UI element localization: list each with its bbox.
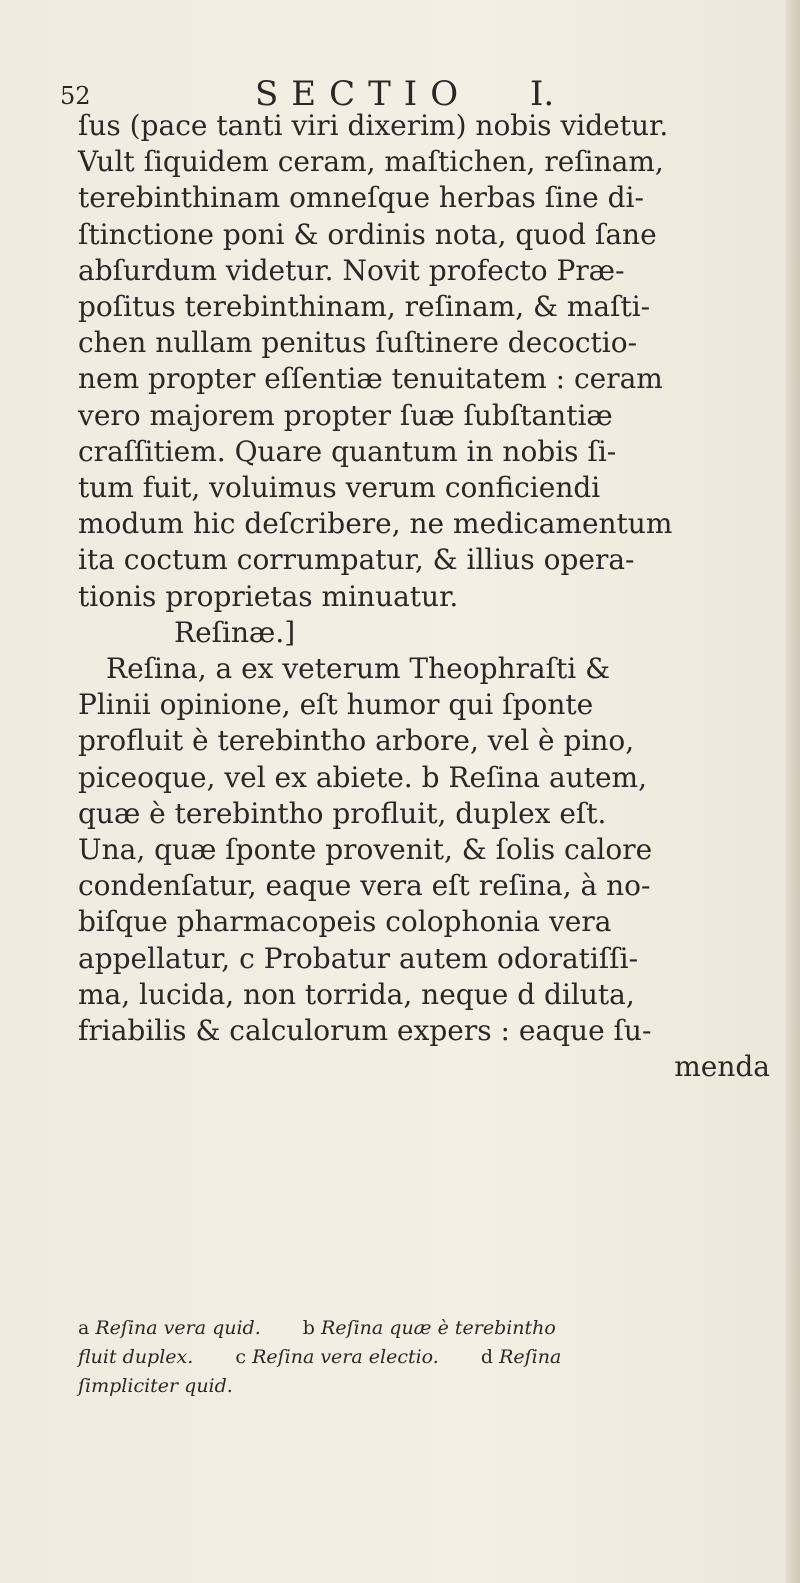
footnote-marker: b — [302, 1317, 315, 1339]
text-line: vero majorem propter ſuæ ſubſtantiæ — [78, 398, 613, 432]
text-line: ſus (pace tanti viri dixerim) nobis videtur. — [78, 109, 669, 142]
section-title: SECTIO — [255, 74, 472, 114]
text-line: Vult ſiquidem ceram, maſtichen, reſinam, — [78, 145, 664, 179]
text-line: craſſitiem. Quare quantum in nobis ſi- — [78, 434, 617, 468]
footnote-marker: d — [480, 1346, 494, 1368]
text-line: poſitus terebinthinam, reſinam, & maſti- — [78, 290, 651, 324]
text-line: condenſatur, eaque vera eſt reſina, à no- — [78, 869, 651, 903]
page-number: 52 — [60, 82, 91, 110]
text-line: Una, quæ ſponte provenit, & ſolis calore — [78, 833, 653, 867]
footnote-line — [78, 1314, 768, 1343]
footnote-text: Reſina quæ è terebintho — [321, 1317, 556, 1339]
marginal-notes — [78, 1314, 768, 1401]
text-line: appellatur, c Probatur autem odoratiſſi- — [78, 941, 639, 975]
text-line: Reſina, a ex veterum Theophraſti & — [106, 652, 610, 686]
text-line: tionis proprietas minuatur. — [78, 579, 459, 613]
text-line: piceoque, vel ex abiete. b Reſina autem, — [78, 760, 648, 794]
catchword: menda — [674, 1050, 770, 1084]
page-edge — [786, 0, 800, 1583]
text-line: modum hic deſcribere, ne medicamentum — [78, 507, 673, 541]
text-line: nem propter eſſentiæ tenuitatem : ceram — [78, 362, 663, 396]
footnote-text: Reſina — [499, 1346, 562, 1368]
footnote-marker: a — [78, 1317, 90, 1339]
text-line: quæ è terebintho profluit, duplex eſt. — [78, 796, 607, 830]
text-line: profluit è terebintho arbore, vel è pino, — [78, 724, 635, 758]
text-line: abſurdum videtur. Novit profecto Præ- — [78, 253, 625, 287]
marginal-heading: Reſinæ.] — [174, 615, 296, 649]
section-number: I. — [530, 74, 555, 114]
footnote-line — [78, 1343, 768, 1372]
text-line: tum fuit, voluimus verum conficiendi — [78, 471, 601, 505]
text-line: biſque pharmacopeis colophonia vera — [78, 905, 612, 939]
text-line: ita coctum corrumpatur, & illius opera- — [78, 543, 635, 577]
footnote-marker: c — [235, 1346, 247, 1368]
footnote-text: ſimpliciter quid. — [78, 1375, 233, 1397]
text-line: ſtinctione poni & ordinis nota, quod ſane — [78, 217, 657, 251]
text-line: Plinii opinione, eſt humor qui ſponte — [78, 688, 594, 722]
footnote-line — [78, 1372, 768, 1401]
main-text — [78, 108, 778, 1085]
text-line: friabilis & calculorum expers : eaque ſu- — [78, 1014, 652, 1048]
text-line: terebinthinam omneſque herbas ſine di- — [78, 181, 644, 215]
footnote-text: Reſina vera electio. — [252, 1346, 439, 1368]
text-line: ma, lucida, non torrida, neque d diluta, — [78, 977, 635, 1011]
text-line: chen nullam penitus ſuſtinere decoctio- — [78, 326, 638, 360]
footnote-text: Reſina vera quid. — [95, 1317, 261, 1339]
footnote-text: fluit duplex. — [78, 1346, 194, 1368]
